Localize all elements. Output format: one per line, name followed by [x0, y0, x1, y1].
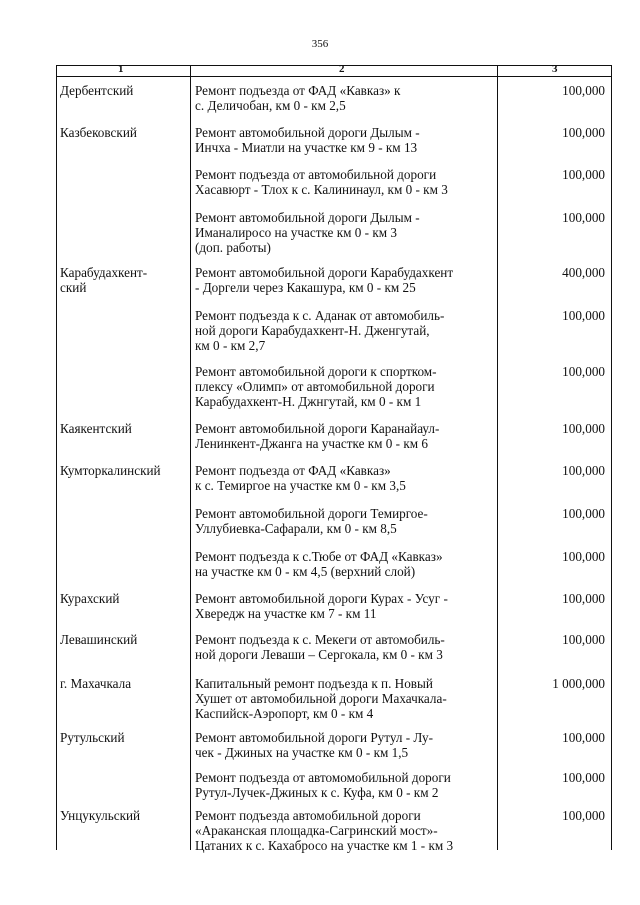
- column-divider-2: [497, 65, 498, 850]
- work-description-cell: Ремонт подъезда к с. Мекеги от автомобиль- ной дороги Леваши – Сергокала, км 0 - км 3: [195, 632, 445, 662]
- district-cell: Унцукульский: [60, 808, 141, 823]
- amount-cell: 100,000: [562, 591, 605, 606]
- amount-cell: 100,000: [562, 506, 605, 521]
- work-description-cell: Капитальный ремонт подъезда к п. Новый Хушет от автомобильной дороги Махачкала- Каспийск-Аэропорт, км 0 - км 4: [195, 676, 447, 721]
- amount-cell: 100,000: [562, 125, 605, 140]
- district-cell: Каякентский: [60, 421, 132, 436]
- work-description-cell: Ремонт подъезда от ФАД «Кавказ» к с. Темиргое на участке км 0 - км 3,5: [195, 463, 406, 493]
- amount-cell: 100,000: [562, 632, 605, 647]
- district-cell: Дербентский: [60, 83, 134, 98]
- amount-cell: 100,000: [562, 808, 605, 823]
- work-description-cell: Ремонт автомобильной дороги Темиргое- Уллубиевка-Сафарали, км 0 - км 8,5: [195, 506, 428, 536]
- amount-cell: 100,000: [562, 364, 605, 379]
- amount-cell: 1 000,000: [552, 676, 605, 691]
- column-divider-1: [190, 65, 191, 850]
- work-description-cell: Ремонт автомобильной дороги Карабудахкент - Доргели через Какашура, км 0 - км 25: [195, 265, 454, 295]
- work-description-cell: Ремонт автомобильной дороги Рутул - Лу- чек - Джиных на участке км 0 - км 1,5: [195, 730, 434, 760]
- district-cell: Карабудахкент- ский: [60, 265, 148, 295]
- amount-cell: 100,000: [562, 421, 605, 436]
- amount-cell: 100,000: [562, 210, 605, 225]
- work-description-cell: Ремонт автомобильной дороги Дылым - Иманалиросо на участке км 0 - км 3 (доп. работы): [195, 210, 420, 255]
- table-border-right: [611, 65, 612, 850]
- work-description-cell: Ремонт подъезда к с. Аданак от автомобиль- ной дороги Карабудахкент-Н. Дженгутай, км 0 - км 2,7: [195, 308, 445, 353]
- page-number: 356: [311, 38, 329, 50]
- amount-cell: 100,000: [562, 308, 605, 323]
- header-col-1: 1: [118, 63, 124, 75]
- work-description-cell: Ремонт подъезда к с.Тюбе от ФАД «Кавказ» на участке км 0 - км 4,5 (верхний слой): [195, 549, 443, 579]
- table-header-row: [56, 65, 611, 77]
- table-border-left: [56, 65, 57, 850]
- work-description-cell: Ремонт автомобильной дороги Курах - Усуг - Хвередж на участке км 7 - км 11: [195, 591, 448, 621]
- work-description-cell: Ремонт автомобильной дороги Дылым - Инчха - Миатли на участке км 9 - км 13: [195, 125, 420, 155]
- amount-cell: 100,000: [562, 549, 605, 564]
- district-cell: Курахский: [60, 591, 120, 606]
- district-cell: Левашинский: [60, 632, 138, 647]
- work-description-cell: Ремонт подъезда автомобильной дороги «Араканская площадка-Сагринский мост»- Цатаних к с. Кахабросо на участке км 1 - км 3: [195, 808, 454, 853]
- amount-cell: 100,000: [562, 770, 605, 785]
- district-cell: Кумторкалинский: [60, 463, 161, 478]
- amount-cell: 100,000: [562, 83, 605, 98]
- amount-cell: 100,000: [562, 730, 605, 745]
- header-col-2: 2: [339, 63, 345, 75]
- amount-cell: 100,000: [562, 167, 605, 182]
- district-cell: Рутульский: [60, 730, 125, 745]
- header-col-3: 3: [552, 63, 558, 75]
- work-description-cell: Ремонт автомобильной дороги к спортком- плексу «Олимп» от автомобильной дороги Карабудахкент-Н. Джнгутай, км 0 - км 1: [195, 364, 437, 409]
- district-cell: г. Махачкала: [60, 676, 132, 691]
- amount-cell: 100,000: [562, 463, 605, 478]
- district-cell: Казбековский: [60, 125, 137, 140]
- document-table: [56, 65, 611, 77]
- work-description-cell: Ремонт автомобильной дороги Каранайаул- Ленинкент-Джанга на участке км 0 - км 6: [195, 421, 440, 451]
- work-description-cell: Ремонт подъезда от ФАД «Кавказ» к с. Деличобан, км 0 - км 2,5: [195, 83, 401, 113]
- work-description-cell: Ремонт подъезда от автомомобильной дороги Рутул-Лучек-Джиных к с. Куфа, км 0 - км 2: [195, 770, 451, 800]
- amount-cell: 400,000: [562, 265, 605, 280]
- work-description-cell: Ремонт подъезда от автомобильной дороги Хасавюрт - Тлох к с. Калининаул, км 0 - км 3: [195, 167, 448, 197]
